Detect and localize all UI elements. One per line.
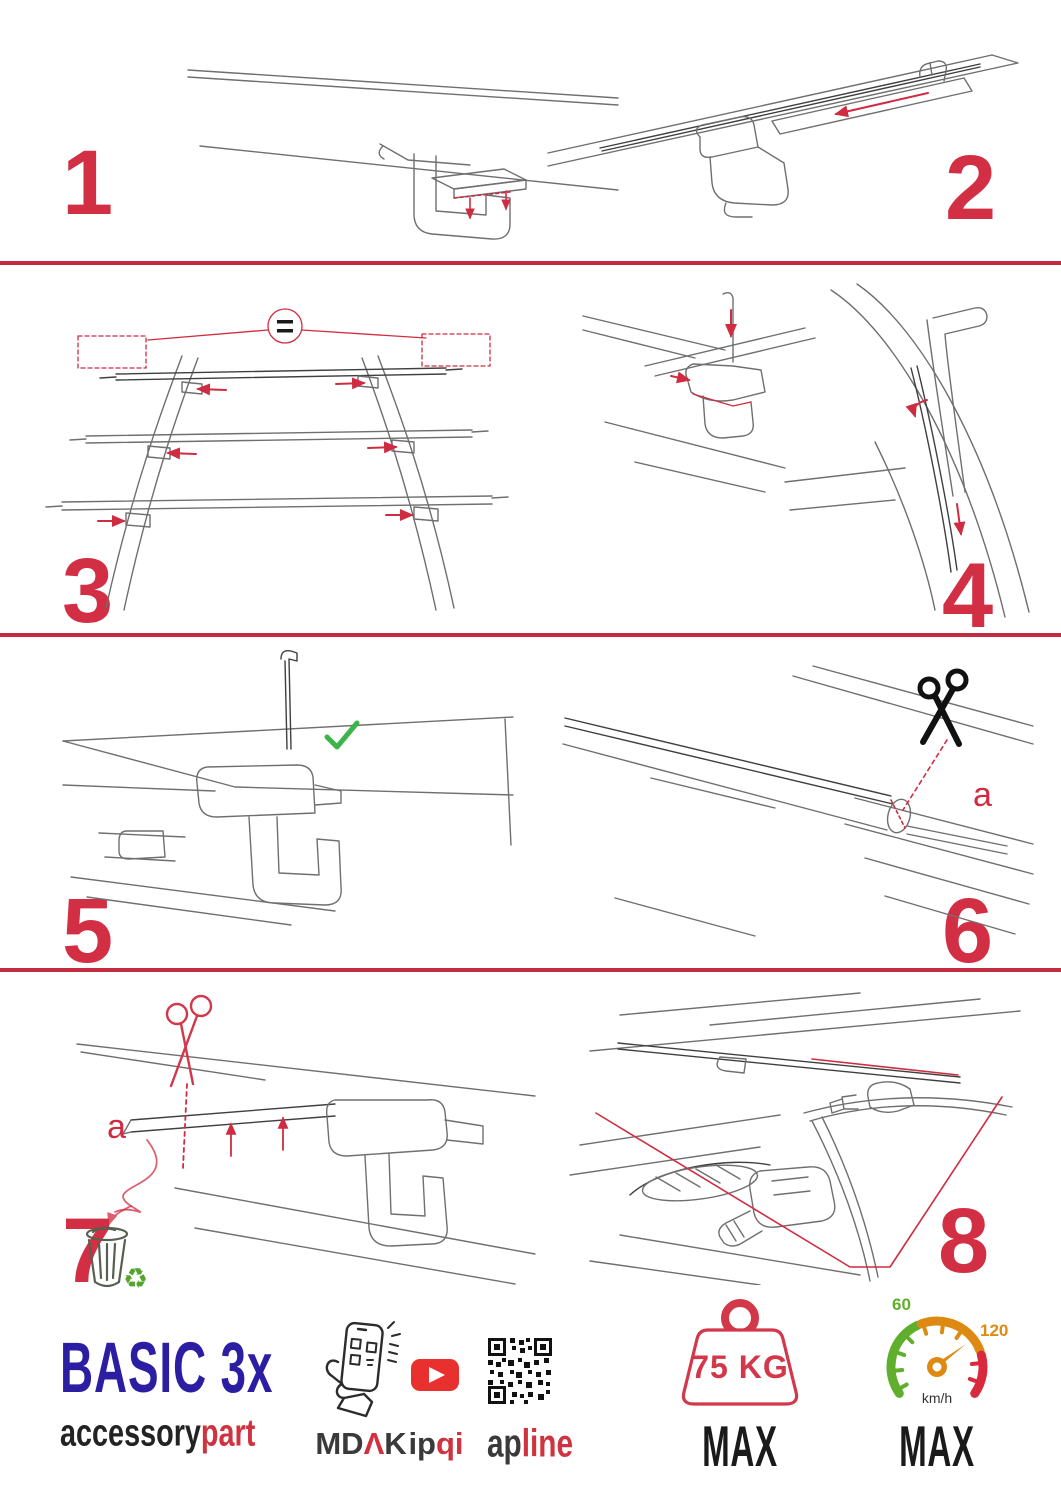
section-divider-2 xyxy=(0,633,1061,637)
max-speed-badge xyxy=(862,1292,1012,1408)
step-3-illustration xyxy=(30,278,530,623)
cut-piece-label: a xyxy=(107,1108,126,1146)
brand-block xyxy=(60,1326,280,1454)
section-divider-3 xyxy=(0,968,1061,972)
step-2-drawing xyxy=(540,25,1030,239)
scissors-icon xyxy=(167,996,211,1086)
brand-name xyxy=(60,1410,256,1454)
brand-name-red: part xyxy=(200,1410,256,1454)
speed-unit-label: km/h xyxy=(921,1390,953,1406)
step-2-illustration xyxy=(540,25,1030,239)
speed-low-label: 60 xyxy=(892,1295,911,1314)
step-5-illustration xyxy=(35,645,545,965)
section-divider-1 xyxy=(0,261,1061,265)
step-1-number: 1 xyxy=(62,132,112,234)
video-logo xyxy=(410,1358,460,1392)
step-7-drawing xyxy=(35,992,545,1292)
brand-name-black: accessory xyxy=(60,1410,201,1454)
weight-icon xyxy=(662,1294,818,1412)
product-title: BASIC 3x xyxy=(60,1326,274,1408)
youtube-icon xyxy=(410,1358,460,1392)
trash-bin-icon xyxy=(87,1228,127,1286)
speed-max-label: MAX xyxy=(899,1413,975,1479)
scan-logo-left: MD xyxy=(315,1426,364,1461)
video-logo-label xyxy=(398,1426,474,1462)
video-logo-red: qi xyxy=(436,1426,464,1461)
speedometer-icon xyxy=(862,1292,1012,1408)
step-4-number: 4 xyxy=(942,545,992,647)
scan-qr-logo xyxy=(308,1316,412,1426)
step-6-number: 6 xyxy=(942,880,992,982)
step-6-drawing xyxy=(555,648,1035,966)
max-weight-badge xyxy=(662,1294,818,1412)
scissors-icon xyxy=(920,671,966,744)
step-6-illustration xyxy=(555,648,1035,966)
step-5-number: 5 xyxy=(62,880,112,982)
video-logo-black: ip xyxy=(408,1426,436,1461)
step-4-illustration xyxy=(575,272,1055,622)
qr-code-icon xyxy=(488,1338,552,1404)
scan-logo-right: K xyxy=(384,1426,407,1461)
step-8-drawing xyxy=(560,985,1045,1292)
qr-logo xyxy=(488,1338,552,1404)
phone-scan-icon xyxy=(308,1316,412,1426)
step-7-illustration xyxy=(35,992,545,1292)
step-3-drawing xyxy=(30,278,530,623)
qr-logo-red: line xyxy=(521,1422,573,1466)
step-8-number: 8 xyxy=(938,1190,988,1292)
step-4-drawing xyxy=(575,272,1055,622)
scan-logo-mid: Λ xyxy=(363,1426,385,1461)
step-7-number: 7 xyxy=(62,1200,112,1302)
qr-logo-black: ap xyxy=(487,1422,522,1466)
recycle-icon: ♻ xyxy=(123,1263,149,1292)
step-3-number: 3 xyxy=(62,540,112,642)
step-8-illustration xyxy=(560,985,1045,1292)
equal-spacing-symbol: = xyxy=(275,308,295,344)
cut-section-label: a xyxy=(973,776,992,814)
weight-max-label: MAX xyxy=(702,1413,778,1479)
speed-high-label: 120 xyxy=(980,1321,1009,1340)
step-5-drawing xyxy=(35,645,545,965)
qr-logo-label xyxy=(486,1422,574,1467)
step-2-number: 2 xyxy=(945,137,995,239)
weight-value: 75 KG xyxy=(691,1349,789,1385)
